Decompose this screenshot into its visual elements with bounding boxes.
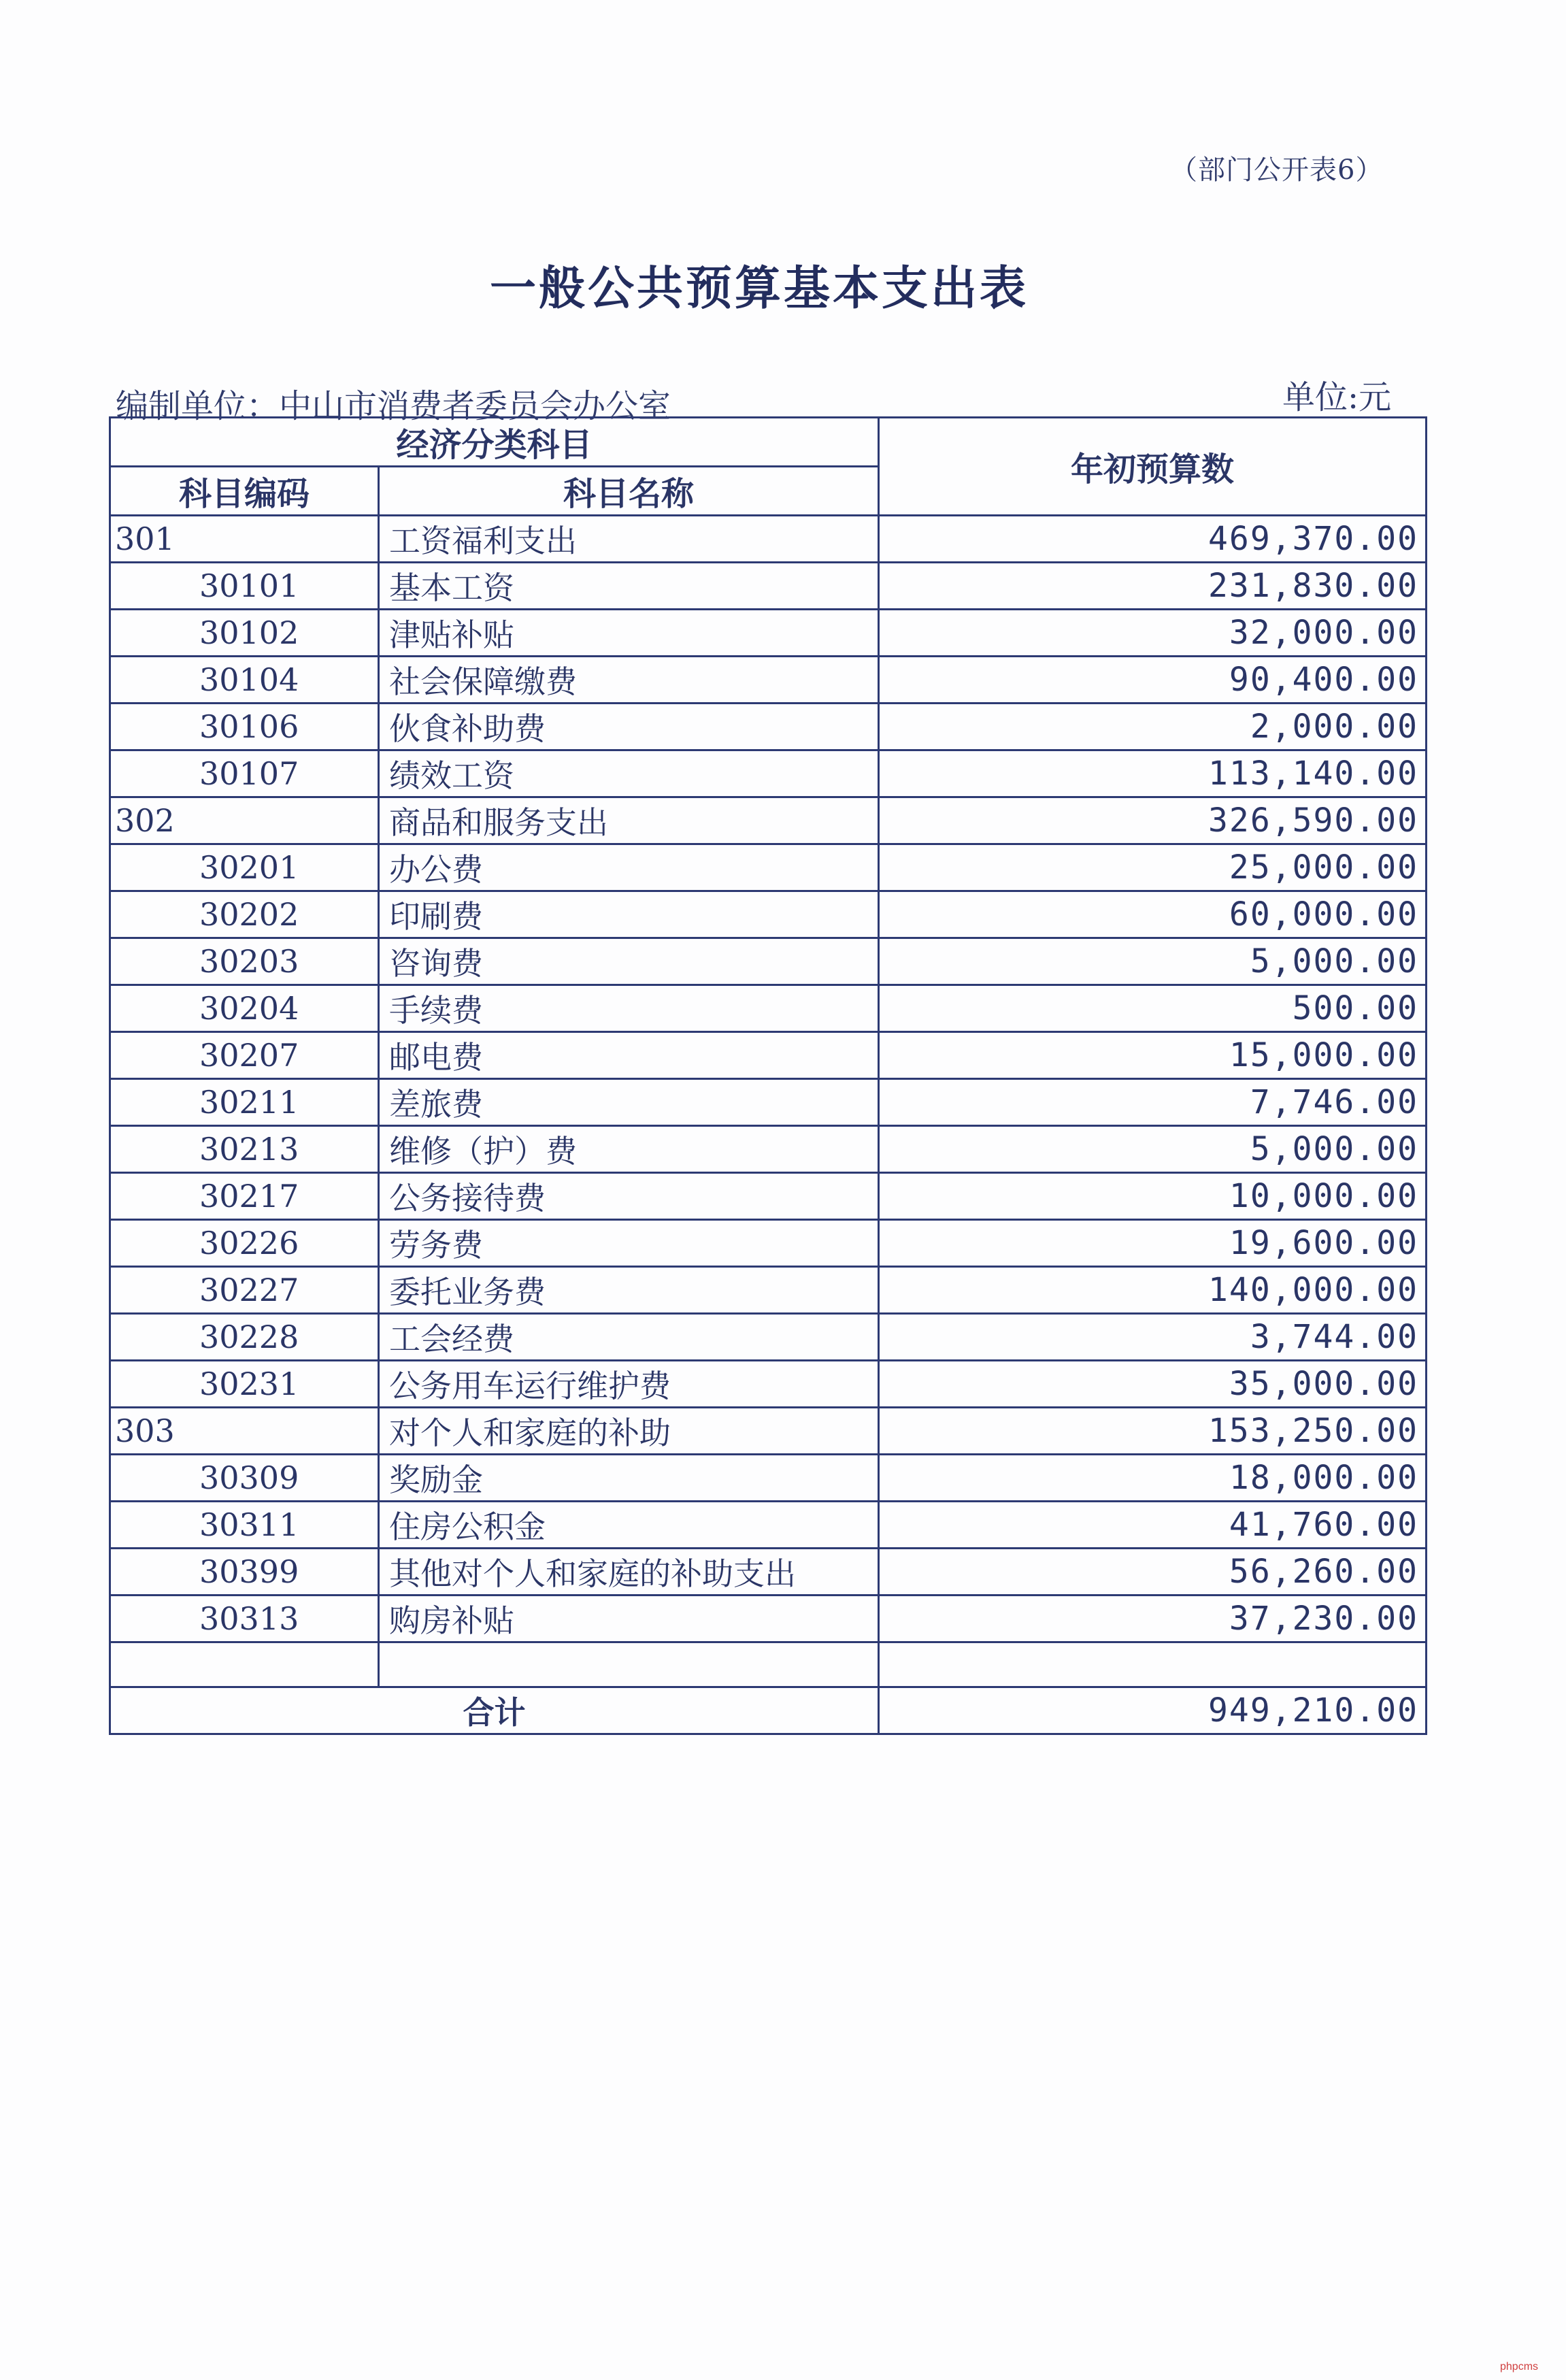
budget-amount-cell: 35,000.00 <box>879 1361 1427 1408</box>
table-row <box>110 704 1427 750</box>
budget-amount-cell: 2,000.00 <box>879 704 1427 750</box>
subject-code-cell: 30311 <box>110 1502 379 1549</box>
subject-name-cell: 公务用车运行维护费 <box>379 1361 879 1408</box>
subject-code-cell: 303 <box>110 1408 379 1455</box>
budget-amount-cell: 140,000.00 <box>879 1267 1427 1314</box>
table-row <box>110 516 1427 563</box>
budget-amount-cell: 60,000.00 <box>879 891 1427 938</box>
budget-amount-cell: 25,000.00 <box>879 844 1427 891</box>
budget-amount-cell: 32,000.00 <box>879 610 1427 657</box>
subject-code-cell: 30211 <box>110 1079 379 1126</box>
table-row <box>110 750 1427 797</box>
subject-name-cell: 印刷费 <box>379 891 879 938</box>
table-row <box>110 1220 1427 1267</box>
table-row <box>110 797 1427 844</box>
table-row <box>110 610 1427 657</box>
subject-name-cell: 奖励金 <box>379 1455 879 1502</box>
form-number: （部门公开表6） <box>1170 154 1384 186</box>
table-row <box>110 1267 1427 1314</box>
budget-amount-cell: 37,230.00 <box>879 1596 1427 1642</box>
subject-code-cell: 30202 <box>110 891 379 938</box>
table-row <box>110 844 1427 891</box>
budget-table <box>109 416 1427 1735</box>
table-row <box>110 1455 1427 1502</box>
budget-amount-cell: 41,760.00 <box>879 1502 1427 1549</box>
table-row <box>110 1596 1427 1642</box>
subject-name-cell: 社会保障缴费 <box>379 657 879 704</box>
subject-name-cell: 津贴补贴 <box>379 610 879 657</box>
table-row <box>110 1314 1427 1361</box>
header-row-1 <box>110 418 1427 467</box>
prepared-by: 编制单位：中山市消费者委员会办公室 <box>116 387 671 425</box>
subject-code-cell: 30231 <box>110 1361 379 1408</box>
subject-name-cell: 商品和服务支出 <box>379 797 879 844</box>
table-row <box>110 1126 1427 1173</box>
subject-name-cell: 差旅费 <box>379 1079 879 1126</box>
budget-amount-cell: 56,260.00 <box>879 1549 1427 1596</box>
subject-code-cell: 30228 <box>110 1314 379 1361</box>
table-row <box>110 1408 1427 1455</box>
budget-amount-cell: 153,250.00 <box>879 1408 1427 1455</box>
table-row <box>110 1173 1427 1220</box>
subject-name-cell: 公务接待费 <box>379 1173 879 1220</box>
table-row <box>110 1642 1427 1687</box>
table-row <box>110 1079 1427 1126</box>
subject-name-cell: 购房补贴 <box>379 1596 879 1642</box>
subject-name-cell: 委托业务费 <box>379 1267 879 1314</box>
budget-amount-cell <box>879 1642 1427 1687</box>
subject-code-cell: 302 <box>110 797 379 844</box>
subject-code-cell: 30107 <box>110 750 379 797</box>
table-body <box>110 516 1427 1687</box>
header-subject-code: 科目编码 <box>110 467 379 516</box>
subject-code-cell: 30217 <box>110 1173 379 1220</box>
table-row <box>110 938 1427 985</box>
table-row <box>110 1032 1427 1079</box>
table-row <box>110 1549 1427 1596</box>
header-economic-category: 经济分类科目 <box>110 418 879 467</box>
subject-name-cell: 劳务费 <box>379 1220 879 1267</box>
total-amount: 949,210.00 <box>879 1687 1427 1734</box>
subject-code-cell: 30201 <box>110 844 379 891</box>
table-row <box>110 891 1427 938</box>
total-label: 合计 <box>110 1687 879 1734</box>
subject-name-cell: 住房公积金 <box>379 1502 879 1549</box>
subject-code-cell: 30226 <box>110 1220 379 1267</box>
budget-amount-cell: 19,600.00 <box>879 1220 1427 1267</box>
subject-name-cell: 工资福利支出 <box>379 516 879 563</box>
subject-code-cell: 30203 <box>110 938 379 985</box>
subject-code-cell: 30102 <box>110 610 379 657</box>
subject-name-cell: 工会经费 <box>379 1314 879 1361</box>
subject-name-cell: 邮电费 <box>379 1032 879 1079</box>
table-row <box>110 563 1427 610</box>
budget-table-container <box>109 416 1425 1735</box>
subject-name-cell: 维修（护）费 <box>379 1126 879 1173</box>
subject-name-cell <box>379 1642 879 1687</box>
watermark: phpcms <box>1500 2361 1539 2373</box>
budget-amount-cell: 15,000.00 <box>879 1032 1427 1079</box>
subject-name-cell: 办公费 <box>379 844 879 891</box>
header-subject-name: 科目名称 <box>379 467 879 516</box>
subject-code-cell: 30104 <box>110 657 379 704</box>
subject-code-cell: 30106 <box>110 704 379 750</box>
subject-name-cell: 咨询费 <box>379 938 879 985</box>
table-row <box>110 985 1427 1032</box>
budget-amount-cell: 469,370.00 <box>879 516 1427 563</box>
subject-name-cell: 基本工资 <box>379 563 879 610</box>
budget-amount-cell: 7,746.00 <box>879 1079 1427 1126</box>
subject-code-cell: 30309 <box>110 1455 379 1502</box>
subject-code-cell: 30227 <box>110 1267 379 1314</box>
budget-amount-cell: 500.00 <box>879 985 1427 1032</box>
table-row <box>110 657 1427 704</box>
budget-amount-cell: 90,400.00 <box>879 657 1427 704</box>
budget-amount-cell: 113,140.00 <box>879 750 1427 797</box>
table-row <box>110 1361 1427 1408</box>
subject-code-cell <box>110 1642 379 1687</box>
subject-code-cell: 30204 <box>110 985 379 1032</box>
subject-name-cell: 伙食补助费 <box>379 704 879 750</box>
subject-code-cell: 30313 <box>110 1596 379 1642</box>
subject-name-cell: 对个人和家庭的补助 <box>379 1408 879 1455</box>
subject-code-cell: 30399 <box>110 1549 379 1596</box>
total-row <box>110 1687 1427 1734</box>
budget-amount-cell: 231,830.00 <box>879 563 1427 610</box>
budget-amount-cell: 10,000.00 <box>879 1173 1427 1220</box>
subject-code-cell: 30213 <box>110 1126 379 1173</box>
subject-code-cell: 30207 <box>110 1032 379 1079</box>
subject-code-cell: 301 <box>110 516 379 563</box>
budget-amount-cell: 3,744.00 <box>879 1314 1427 1361</box>
budget-amount-cell: 5,000.00 <box>879 1126 1427 1173</box>
table-row <box>110 1502 1427 1549</box>
page-title: 一般公共预算基本支出表 <box>490 261 1029 316</box>
subject-name-cell: 绩效工资 <box>379 750 879 797</box>
subject-code-cell: 30101 <box>110 563 379 610</box>
currency-unit: 单位:元 <box>1282 378 1392 416</box>
subject-name-cell: 其他对个人和家庭的补助支出 <box>379 1549 879 1596</box>
budget-amount-cell: 18,000.00 <box>879 1455 1427 1502</box>
header-budget: 年初预算数 <box>879 418 1427 516</box>
budget-amount-cell: 326,590.00 <box>879 797 1427 844</box>
budget-amount-cell: 5,000.00 <box>879 938 1427 985</box>
subject-name-cell: 手续费 <box>379 985 879 1032</box>
